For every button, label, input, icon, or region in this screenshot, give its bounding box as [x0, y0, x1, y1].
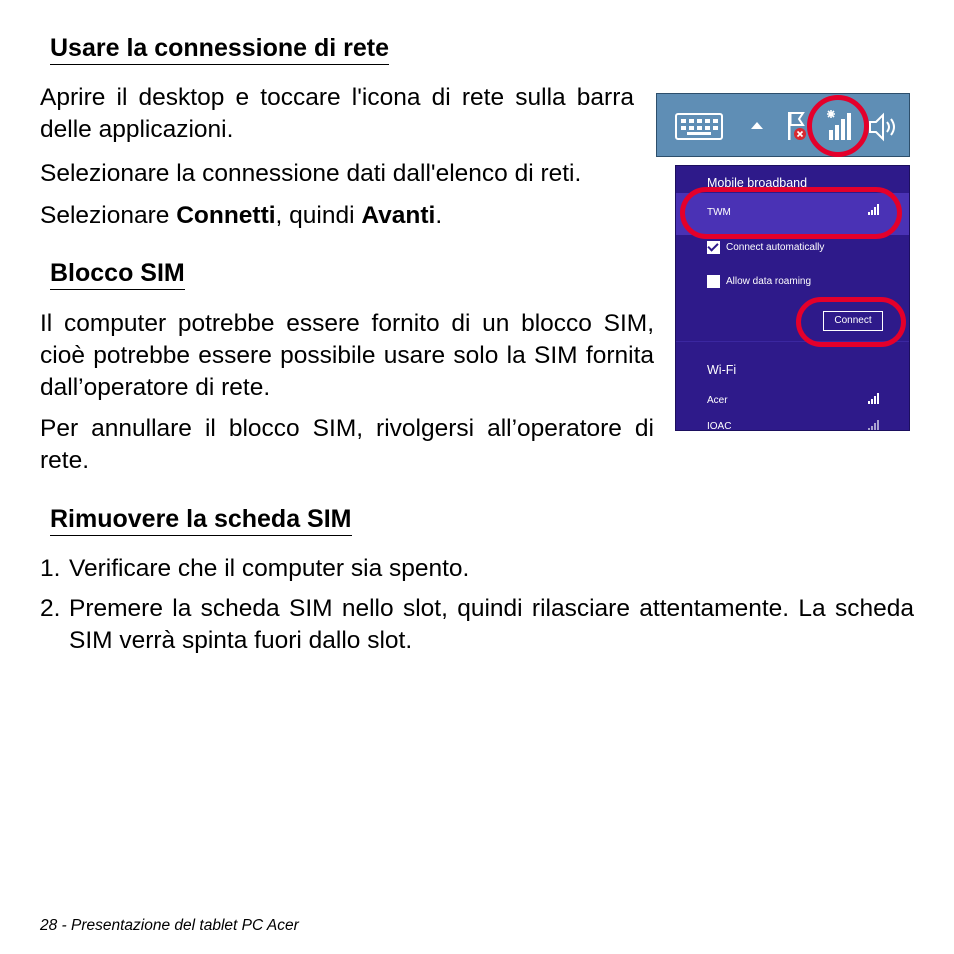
network-name: TWM	[707, 207, 731, 218]
connect-automatically-checkbox[interactable]	[707, 241, 720, 254]
heading-remove-sim: Rimuovere la scheda SIM	[50, 504, 352, 536]
text-avanti: Avanti	[361, 202, 436, 229]
heading-sim-lock: Blocco SIM	[50, 258, 185, 290]
flag-icon[interactable]	[787, 110, 807, 142]
heading-network-connection: Usare la connessione di rete	[50, 33, 389, 65]
paragraph-open-desktop: Aprire il desktop e toccare l'icona di rete sulla barra delle applicazioni.	[40, 84, 634, 143]
highlight-ring-network	[680, 187, 902, 239]
step-text: Verificare che il computer sia spento.	[69, 555, 470, 582]
page-footer: 28 - Presentazione del tablet PC Acer	[40, 917, 299, 934]
wifi-network-ioac[interactable]: IOAC	[707, 421, 732, 431]
step-text: Premere la scheda SIM nello slot, quindi rilasciare attentamente. La scheda SIM verrà spinta fuori dallo slot.	[69, 595, 914, 654]
speaker-icon[interactable]	[867, 112, 899, 142]
paragraph-sim-lock: Il computer potrebbe essere fornito di un blocco SIM, cioè potrebbe essere possibile usare solo la SIM fornita dall’operatore di rete.	[40, 310, 654, 401]
mobile-broadband-title: Mobile broadband	[707, 176, 808, 190]
wifi-signal-icon	[868, 392, 882, 404]
connect-button[interactable]: Connect	[823, 311, 883, 331]
text-connetti: Connetti	[176, 202, 276, 229]
highlight-ring-signal	[807, 95, 869, 157]
wifi-network-acer[interactable]: Acer	[707, 395, 728, 406]
highlight-ring-connect	[796, 297, 906, 347]
wifi-signal-icon	[868, 420, 882, 430]
taskbar-screenshot	[656, 93, 910, 157]
text-quindi: , quindi	[275, 202, 362, 229]
allow-roaming-label: Allow data roaming	[726, 276, 812, 287]
keyboard-icon[interactable]	[675, 113, 723, 140]
paragraph-connect-next	[40, 200, 634, 232]
step-number: 2.	[40, 595, 61, 622]
wifi-title: Wi-Fi	[707, 363, 737, 377]
paragraph-select-connection: Selezionare la connessione dati dall'elenco di reti.	[40, 160, 582, 187]
caret-up-icon[interactable]	[751, 122, 763, 129]
text-period: .	[435, 202, 443, 229]
paragraph-cancel-sim-lock: Per annullare il blocco SIM, rivolgersi all’operatore di rete.	[40, 415, 654, 474]
text-select: Selezionare	[40, 202, 177, 229]
step-number: 1.	[40, 555, 61, 582]
connect-automatically-label: Connect automatically	[726, 242, 825, 253]
allow-roaming-checkbox[interactable]	[707, 275, 720, 288]
